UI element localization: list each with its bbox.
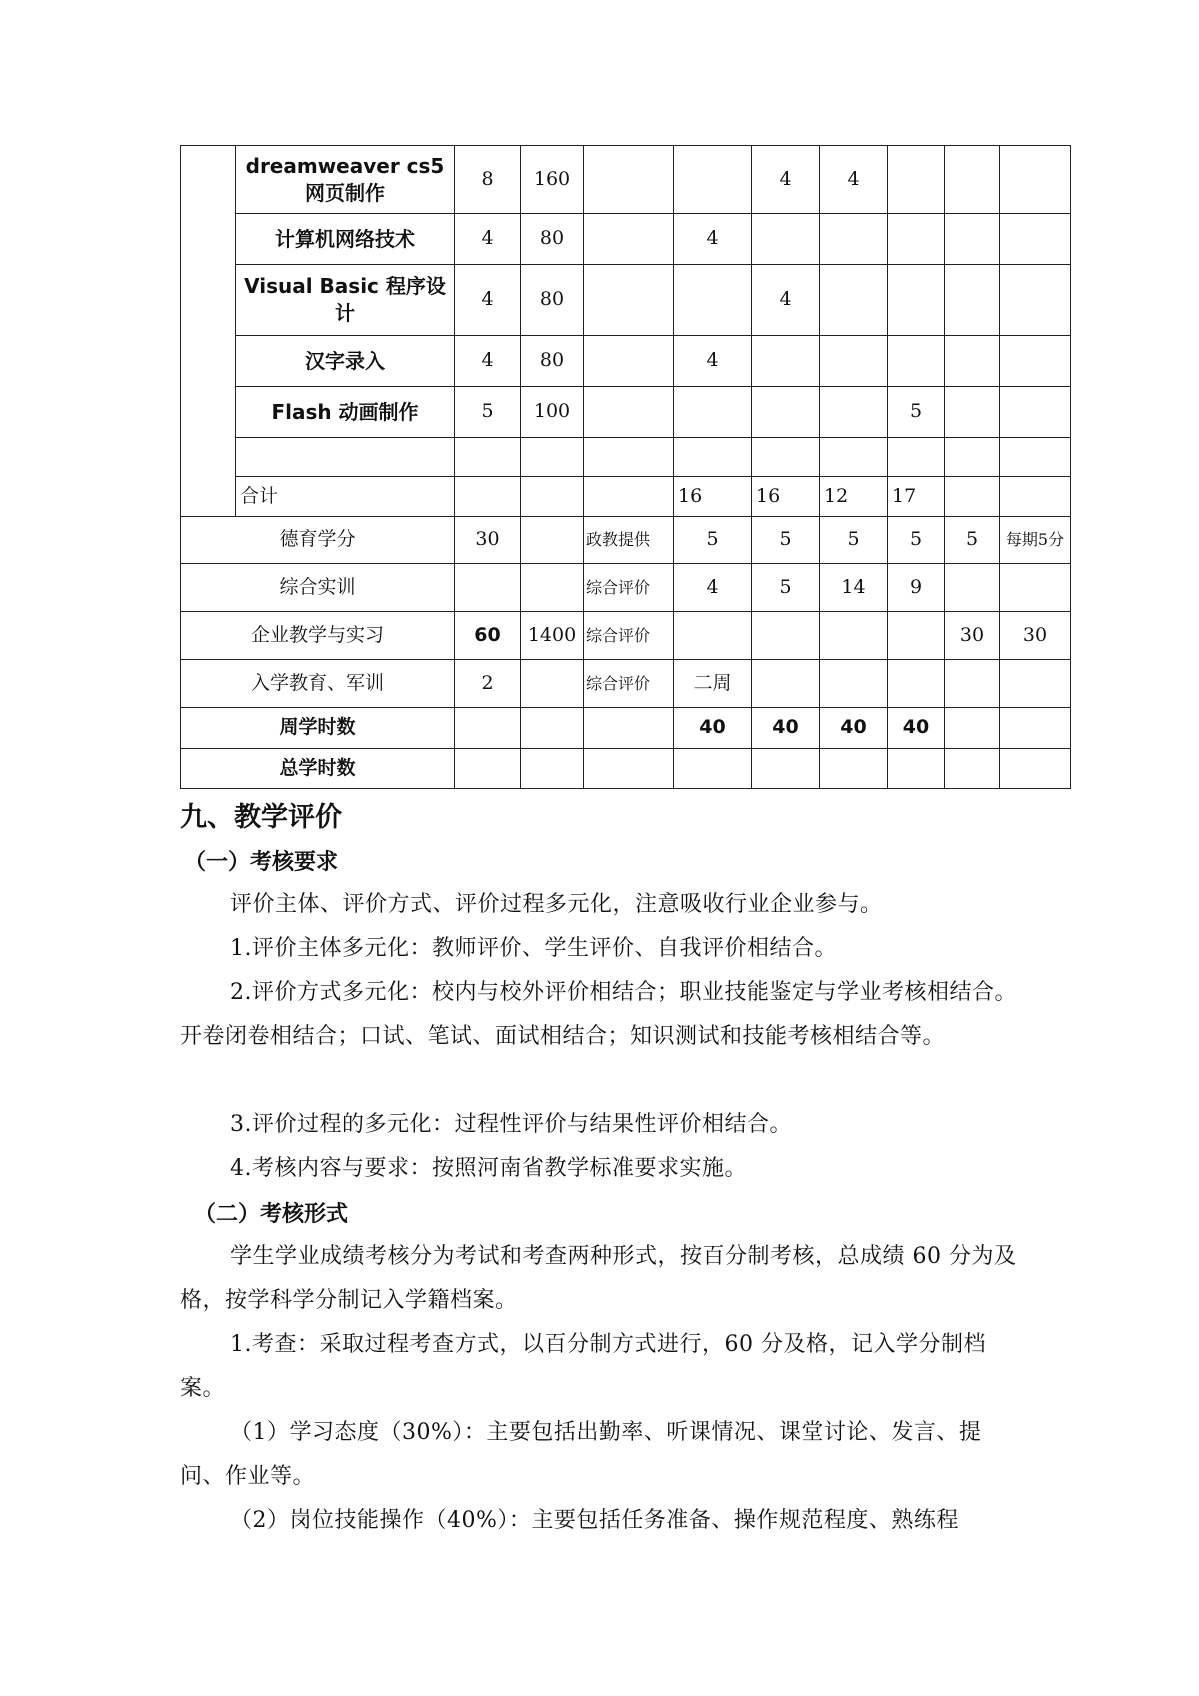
sem5-cell (945, 146, 1000, 214)
sem2-cell: 16 (752, 477, 820, 517)
paragraph: 评价主体、评价方式、评价过程多元化，注意吸收行业企业参与。 (230, 892, 883, 917)
sem2-cell: 4 (752, 146, 820, 214)
sem2-cell (752, 612, 820, 660)
hours-cell: 80 (521, 265, 584, 336)
credits-cell: 30 (455, 517, 521, 564)
row-label: 周学时数 (181, 708, 455, 749)
table-row (181, 612, 1071, 660)
sem1-cell (674, 146, 752, 214)
paragraph: （1）学习态度（30%）：主要包括出勤率、听课情况、课堂讨论、发言、提问、作业等。 (180, 1420, 982, 1489)
section-title: 九、教学评价 (180, 802, 342, 833)
table-row (181, 387, 1071, 438)
sem2-cell: 40 (752, 708, 820, 749)
method-cell (584, 265, 674, 336)
table-row (181, 265, 1071, 336)
sem2-cell: 5 (752, 517, 820, 564)
sem5-cell (945, 387, 1000, 438)
method-cell (584, 214, 674, 265)
sem5-cell (945, 214, 1000, 265)
sem1-cell: 40 (674, 708, 752, 749)
hours-cell: 100 (521, 387, 584, 438)
sem5-cell: 30 (945, 612, 1000, 660)
course-name: 汉字录入 (236, 336, 455, 387)
sem2-cell (752, 214, 820, 265)
sem1-cell: 5 (674, 517, 752, 564)
category-cell (181, 146, 236, 517)
weekly-hours-row (181, 708, 1071, 749)
paragraph: 3.评价过程的多元化：过程性评价与结果性评价相结合。 (230, 1112, 792, 1137)
sem4-cell (888, 265, 945, 336)
sem3-cell (820, 214, 888, 265)
sem3-cell: 40 (820, 708, 888, 749)
sem1-cell: 4 (674, 564, 752, 612)
sem1-cell (674, 387, 752, 438)
sem6-cell (1000, 265, 1071, 336)
sem3-cell (820, 387, 888, 438)
paragraph: 2.评价方式多元化：校内与校外评价相结合；职业技能鉴定与学业考核相结合。开卷闭卷相结合；口试、笔试、面试相结合；知识测试和技能考核相结合等。 (180, 980, 1017, 1049)
sem4-cell: 9 (888, 564, 945, 612)
method-cell: 政教提供 (584, 517, 674, 564)
sem1-cell: 4 (674, 214, 752, 265)
credits-cell: 2 (455, 660, 521, 708)
row-label: 企业教学与实习 (181, 612, 455, 660)
sem3-cell (820, 336, 888, 387)
sem4-cell (888, 214, 945, 265)
method-cell (584, 387, 674, 438)
paragraph: 学生学业成绩考核分为考试和考查两种形式，按百分制考核，总成绩 60 分为及格，按学科学分制记入学籍档案。 (180, 1244, 1017, 1313)
sem2-cell (752, 336, 820, 387)
credits-cell: 8 (455, 146, 521, 214)
sem1-cell: 二周 (674, 660, 752, 708)
sem5-cell (945, 564, 1000, 612)
sem2-cell (752, 387, 820, 438)
credits-cell: 60 (455, 612, 521, 660)
hours-cell: 160 (521, 146, 584, 214)
hours-cell: 80 (521, 336, 584, 387)
sem5-cell: 5 (945, 517, 1000, 564)
paragraph: 1.评价主体多元化：教师评价、学生评价、自我评价相结合。 (230, 936, 837, 961)
sem4-cell (888, 612, 945, 660)
sem4-cell: 5 (888, 387, 945, 438)
subsection-title: （一）考核要求 (184, 850, 339, 875)
sem5-cell (945, 660, 1000, 708)
method-cell (584, 336, 674, 387)
credits-cell (455, 564, 521, 612)
sem5-cell (945, 265, 1000, 336)
table-row-empty (181, 438, 1071, 477)
row-label: 德育学分 (181, 517, 455, 564)
sem1-cell: 16 (674, 477, 752, 517)
sem6-cell (1000, 660, 1071, 708)
course-name: Flash 动画制作 (236, 387, 455, 438)
hours-cell (521, 660, 584, 708)
table-row (181, 214, 1071, 265)
sem4-cell: 17 (888, 477, 945, 517)
method-cell: 综合评价 (584, 660, 674, 708)
sem3-cell: 5 (820, 517, 888, 564)
sem2-cell: 4 (752, 265, 820, 336)
course-name: Visual Basic 程序设计 (236, 265, 455, 336)
table-row (181, 336, 1071, 387)
sem3-cell (820, 265, 888, 336)
total-hours-row (181, 749, 1071, 789)
sem2-cell: 5 (752, 564, 820, 612)
course-name: dreamweaver cs5 网页制作 (236, 146, 455, 214)
sem6-cell: 每期5分 (1000, 517, 1071, 564)
hours-cell (521, 517, 584, 564)
sem3-cell: 4 (820, 146, 888, 214)
hours-cell: 1400 (521, 612, 584, 660)
sem4-cell (888, 146, 945, 214)
sem2-cell (752, 660, 820, 708)
sem1-cell: 4 (674, 336, 752, 387)
credits-cell: 5 (455, 387, 521, 438)
hours-cell (521, 564, 584, 612)
sem4-cell: 5 (888, 517, 945, 564)
table-row (181, 564, 1071, 612)
sem3-cell (820, 612, 888, 660)
row-label: 入学教育、军训 (181, 660, 455, 708)
sem6-cell (1000, 564, 1071, 612)
sem3-cell: 12 (820, 477, 888, 517)
sem6-cell (1000, 336, 1071, 387)
table-row (181, 146, 1071, 214)
hours-cell: 80 (521, 214, 584, 265)
sem4-cell: 40 (888, 708, 945, 749)
teaching-plan-table (180, 145, 1071, 789)
sem3-cell (820, 660, 888, 708)
sem1-cell (674, 612, 752, 660)
subtotal-label: 合计 (236, 477, 455, 517)
sem6-cell (1000, 214, 1071, 265)
credits-cell: 4 (455, 336, 521, 387)
course-name: 计算机网络技术 (236, 214, 455, 265)
table-row (181, 517, 1071, 564)
sem3-cell: 14 (820, 564, 888, 612)
sem6-cell (1000, 387, 1071, 438)
sem1-cell (674, 265, 752, 336)
row-label: 总学时数 (181, 749, 455, 789)
method-cell: 综合评价 (584, 564, 674, 612)
credits-cell: 4 (455, 265, 521, 336)
method-cell (584, 146, 674, 214)
sem6-cell (1000, 146, 1071, 214)
sem4-cell (888, 336, 945, 387)
sem5-cell (945, 336, 1000, 387)
paragraph: 1.考查：采取过程考查方式，以百分制方式进行，60 分及格，记入学分制档案。 (180, 1332, 986, 1401)
paragraph: （2）岗位技能操作（40%）：主要包括任务准备、操作规范程度、熟练程 (230, 1508, 959, 1533)
table-row (181, 660, 1071, 708)
sem6-cell: 30 (1000, 612, 1071, 660)
paragraph: 4.考核内容与要求：按照河南省教学标准要求实施。 (230, 1156, 747, 1181)
credits-cell: 4 (455, 214, 521, 265)
subtotal-row (181, 477, 1071, 517)
subsection-title: （二）考核形式 (194, 1202, 349, 1227)
method-cell: 综合评价 (584, 612, 674, 660)
row-label: 综合实训 (181, 564, 455, 612)
sem4-cell (888, 660, 945, 708)
